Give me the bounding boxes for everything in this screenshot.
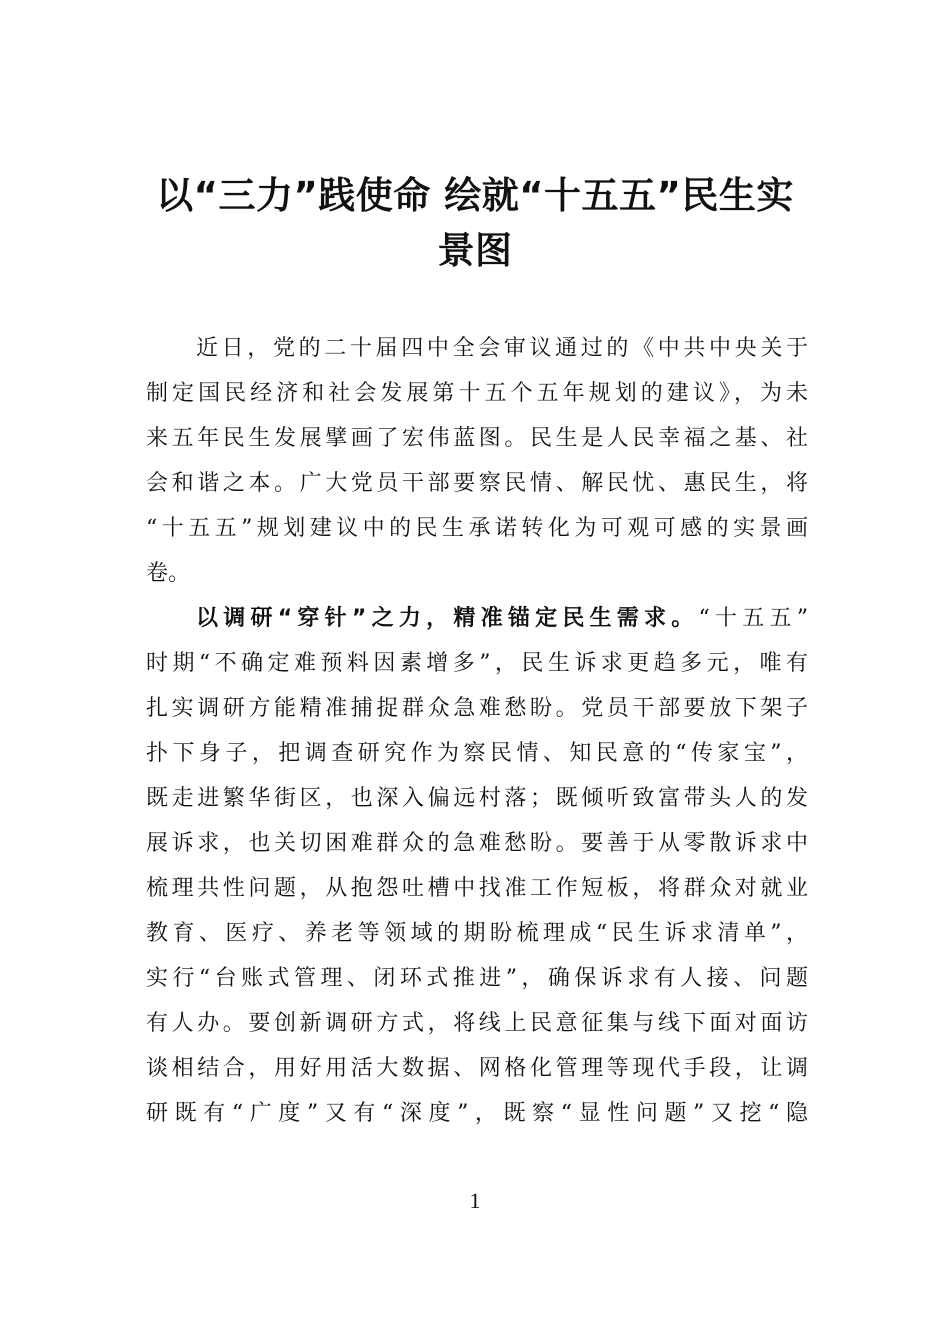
paragraph-1 (146, 326, 808, 596)
paragraph-line: 谈相结合，用好用活大数据、网格化管理等现代手段，让调 (146, 1056, 808, 1081)
paragraph-line: 制定国民经济和社会发展第十五个五年规划的建议》，为未 (146, 381, 808, 406)
paragraph-line: 近日，党的二十届四中全会审议通过的《中共中央关于 (196, 336, 808, 361)
paragraph-line: 研既有“广度”又有“深度”，既察“显性问题”又挖“隐 (146, 1101, 808, 1126)
paragraph-line: “十五五”规划建议中的民生承诺转化为可观可感的实景画 (146, 516, 808, 541)
paragraph-line-rest: “十五五” (698, 606, 808, 631)
paragraph-lead-sentence: 以调研“穿针”之力，精准锚定民生需求。 (196, 606, 699, 631)
paragraph-line: 时期“不确定难预料因素增多”，民生诉求更趋多元，唯有 (146, 651, 808, 676)
paragraph-line: 展诉求，也关切困难群众的急难愁盼。要善于从零散诉求中 (146, 831, 808, 856)
paragraph-line: 既走进繁华街区，也深入偏远村落；既倾听致富带头人的发 (146, 786, 808, 811)
document-title (140, 168, 810, 278)
paragraph-2 (146, 596, 808, 1136)
title-line-2: 景图 (437, 229, 513, 272)
paragraph-line: 扑下身子，把调查研究作为察民情、知民意的“传家宝”， (146, 741, 808, 766)
title-line-1: 以“三力”践使命 绘就“十五五”民生实 (156, 174, 794, 217)
paragraph-line: 卷。 (146, 561, 191, 586)
paragraph-line: 扎实调研方能精准捕捉群众急难愁盼。党员干部要放下架子 (146, 696, 808, 721)
paragraph-line: 会和谐之本。广大党员干部要察民情、解民忧、惠民生，将 (146, 471, 808, 496)
paragraph-line: 教育、医疗、养老等领域的期盼梳理成“民生诉求清单”， (146, 921, 808, 946)
paragraph-line: 实行“台账式管理、闭环式推进”，确保诉求有人接、问题 (146, 966, 808, 991)
paragraph-line: 梳理共性问题，从抱怨吐槽中找准工作短板，将群众对就业 (146, 876, 808, 901)
paragraph-line: 有人办。要创新调研方式，将线上民意征集与线下面对面访 (146, 1011, 808, 1036)
page-number: 1 (469, 1188, 481, 1213)
paragraph-first-line (146, 596, 808, 641)
paragraph-line: 来五年民生发展擘画了宏伟蓝图。民生是人民幸福之基、社 (146, 426, 808, 451)
document-body (146, 326, 808, 1136)
